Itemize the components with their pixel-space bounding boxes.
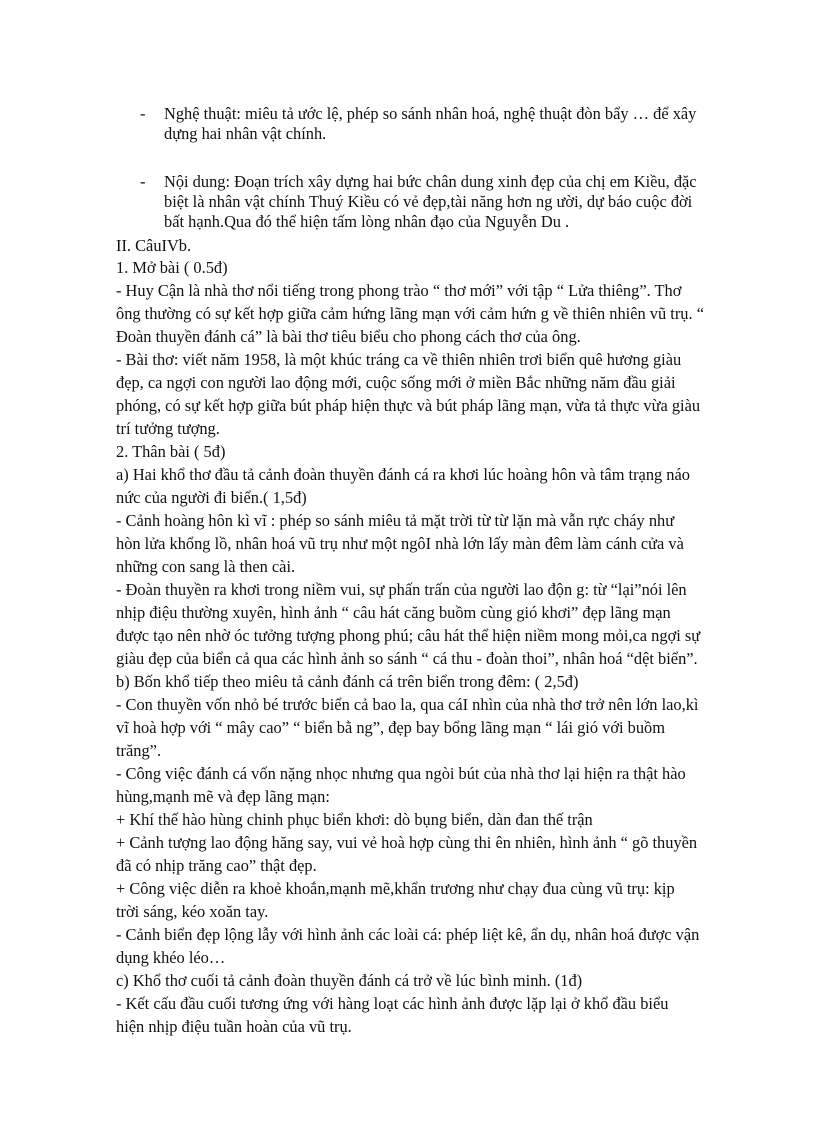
- bullet-text: [164, 172, 786, 232]
- text-line: đã có nhịp trăng cao” thật đẹp.: [116, 856, 317, 875]
- text-line: + Công việc diễn ra khoẻ khoắn,mạnh mẽ,khẩn trương như chạy đua cùng vũ trụ: kịp: [116, 879, 675, 898]
- text-line: hùng,mạnh mẽ và đẹp lãng mạn:: [116, 787, 330, 806]
- text-line: nhịp điệu thường xuyên, hình ảnh “ câu hát căng buồm cùng gió khơi” đẹp lãng mạn: [116, 603, 671, 622]
- subsection-heading: 1. Mở bài ( 0.5đ): [116, 258, 228, 277]
- text-line: biệt là nhân vật chính Thuý Kiều có vẻ đẹp,tài năng hơn ng ười, dự báo cuộc đời: [164, 192, 693, 211]
- text-line: a) Hai khổ thơ đầu tả cảnh đoàn thuyền đánh cá ra khơi lúc hoàng hôn và tâm trạng náo: [116, 465, 690, 484]
- text-line: - Con thuyền vốn nhỏ bé trước biển cả bao la, qua cáI nhìn của nhà thơ trở nên lớn lao,kì: [116, 695, 699, 714]
- text-line: hiện nhịp điệu tuần hoàn của vũ trụ.: [116, 1017, 352, 1036]
- text-line: + Khí thế hào hùng chinh phục biển khơi: dò bụng biển, dàn đan thế trận: [116, 810, 593, 829]
- text-line: những con sang là then cài.: [116, 557, 296, 576]
- text-line: - Cảnh biển đẹp lộng lẫy với hình ảnh các loài cá: phép liệt kê, ẩn dụ, nhân hoá được vận: [116, 925, 700, 944]
- text-line: được tạo nên nhờ óc tưởng tượng phong phú; câu hát thể hiện niềm mong mỏi,ca ngợi sự: [116, 626, 701, 645]
- text-line: phóng, có sự kết hợp giữa bút pháp hiện thực và bút pháp lãng mạn, vừa tả thực vừa giàu: [116, 396, 701, 415]
- text-line: trí tưởng tượng.: [116, 419, 220, 438]
- text-line: c) Khổ thơ cuối tả cảnh đoàn thuyền đánh cá trở về lúc bình minh. (1đ): [116, 971, 583, 990]
- text-line: giàu đẹp của biển cả qua các hình ảnh so sánh “ cá thu - đoàn thoi”, nhân hoá “dệt biển”.: [116, 649, 698, 668]
- text-line: trời sáng, kéo xoăn tay.: [116, 902, 269, 921]
- text-line: đẹp, ca ngợi con người lao động mới, cuộc sống mới ở miền Bắc những năm đầu giải: [116, 373, 676, 392]
- text-line: dựng hai nhân vật chính.: [164, 124, 327, 143]
- section-heading: II. CâuIVb.: [116, 236, 192, 255]
- text-line: - Cảnh hoàng hôn kì vĩ : phép so sánh miêu tả mặt trời từ từ lặn mà vẫn rực cháy như: [116, 511, 675, 530]
- text-line: trăng”.: [116, 741, 162, 760]
- text-line: Đoàn thuyền đánh cá” là bài thơ tiêu biểu cho phong cách thơ của ông.: [116, 327, 581, 346]
- bullet-dash: -: [140, 104, 146, 123]
- text-line: dụng khéo léo…: [116, 948, 226, 967]
- text-line: + Cảnh tượng lao động hăng say, vui vẻ hoà hợp cùng thi ên nhiên, hình ảnh “ gõ thuyền: [116, 833, 698, 852]
- bullet-text: [164, 104, 786, 144]
- text-line: b) Bốn khổ tiếp theo miêu tả cảnh đánh cá trên biển trong đêm: ( 2,5đ): [116, 672, 579, 691]
- bullet-dash: -: [140, 172, 146, 191]
- text-line: Nội dung: Đoạn trích xây dựng hai bức chân dung xinh đẹp của chị em Kiều, đặc: [164, 172, 697, 191]
- text-line: - Công việc đánh cá vốn nặng nhọc nhưng qua ngòi bút của nhà thơ lại hiện ra thật hào: [116, 764, 686, 783]
- text-line: - Huy Cận là nhà thơ nổi tiếng trong phong trào “ thơ mới” với tập “ Lửa thiêng”. Thơ: [116, 281, 682, 300]
- text-line: - Bài thơ: viết năm 1958, là một khúc tráng ca về thiên nhiên trơi biển quê hương giàu: [116, 350, 682, 369]
- text-line: - Kết cấu đầu cuối tương ứng với hàng loạt các hình ảnh được lặp lại ở khổ đầu biểu: [116, 994, 669, 1013]
- subsection-heading: 2. Thân bài ( 5đ): [116, 442, 226, 461]
- text-line: hòn lửa khổng lồ, nhân hoá vũ trụ như một ngôI nhà lớn lấy màn đêm làm cánh cửa và: [116, 534, 684, 553]
- text-line: Nghệ thuật: miêu tả ước lệ, phép so sánh nhân hoá, nghệ thuật đòn bẩy … để xây: [164, 104, 697, 123]
- text-line: vĩ hoà hợp với “ mây cao” “ biển bằ ng”, đẹp bay bổng lãng mạn “ lái gió với buồm: [116, 718, 665, 737]
- text-line: nức của người đi biển.( 1,5đ): [116, 488, 307, 507]
- text-line: ông thường có sự kết hợp giữa cảm hứng lãng mạn với cảm hứn g về thiên nhiên vũ trụ. “: [116, 304, 704, 323]
- text-line: bất hạnh.Qua đó thể hiện tấm lòng nhân đạo của Nguyễn Du .: [164, 212, 570, 231]
- text-line: - Đoàn thuyền ra khơi trong niềm vui, sự phấn trấn của người lao độn g: từ “lại”nói lên: [116, 580, 687, 599]
